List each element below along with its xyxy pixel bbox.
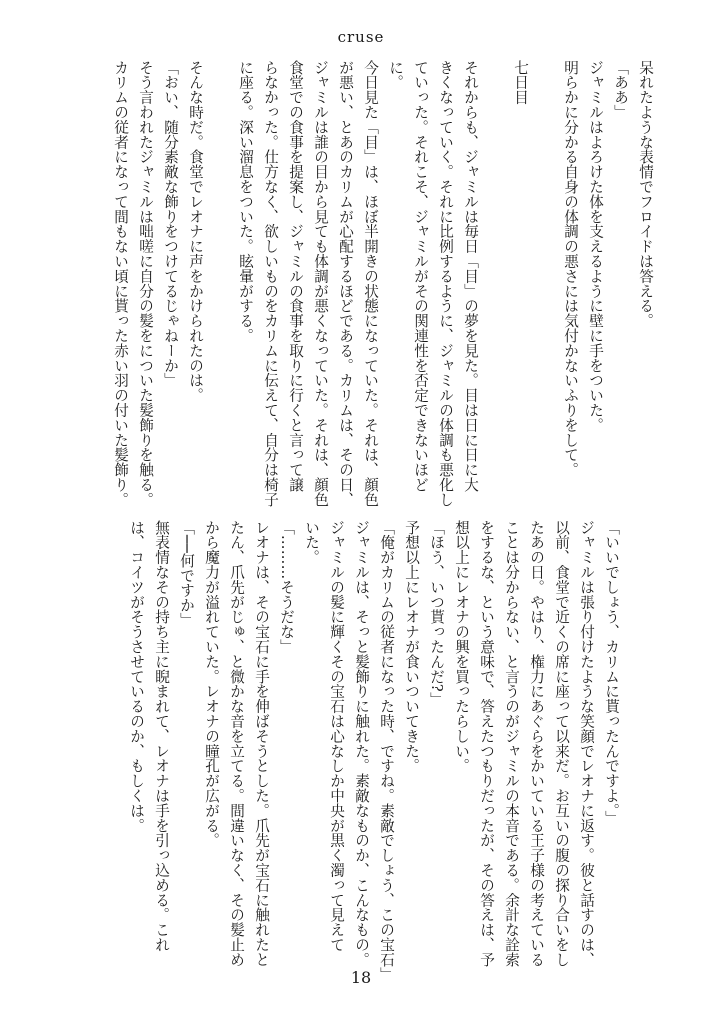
text-line: それからも、ジャミルは毎日「目」の夢を見た。目は日に日に大 xyxy=(462,60,479,493)
text-line: ジャミルは誰の目から見ても体調が悪くなっていた。それは、顔色 xyxy=(312,60,329,507)
upper-text-block xyxy=(108,60,658,507)
text-line: 無表情なその持ち主に睨まれて、レオナは手を引っ込める。これ xyxy=(153,520,170,953)
text-line: から魔力が溢れていた。レオナの瞳孔が広がる。 xyxy=(203,520,220,848)
text-line: 呆れたような表情でフロイドは答える。 xyxy=(637,60,654,329)
text-line: に座る。深い溜息をついた。眩暈がする。 xyxy=(237,60,254,344)
page-header-title: cruse xyxy=(337,28,385,46)
text-line: 想以上にレオナの興を買ったらしい。 xyxy=(453,520,470,774)
text-line: をするな、という意味で、答えたつもりだったが、その答えは、予 xyxy=(478,520,495,967)
text-line: ていった。それこそ、ジャミルがその関連性を否定できないほど xyxy=(412,60,429,493)
text-line: 「いいでしょう、カリムに貰ったんですよ。」 xyxy=(603,520,620,826)
text-line: は、コイツがそうさせているのか、もしくは。 xyxy=(128,520,145,833)
text-line: たん、爪先がじゅ、と微かな音を立てる。間違いなく、その髪止め xyxy=(228,520,245,967)
text-line xyxy=(208,60,233,500)
text-line: たあの日。やはり、権力にあぐらをかいている王子様の考えている xyxy=(528,520,545,967)
text-line: ジャミルは、そっと髪飾りに触れた。素敵なものか、こんなもの。 xyxy=(353,520,370,967)
text-line: そんな時だ。食堂でレオナに声をかけられたのは。 xyxy=(187,60,204,403)
text-line: レオナは、その宝石に手を伸ばそうとした。爪先が宝石に触れたと xyxy=(253,520,270,967)
page-number: 18 xyxy=(350,968,372,987)
text-line: 予想以上にレオナが食いついてきた。 xyxy=(403,520,420,774)
text-line: 「──何ですか」 xyxy=(178,520,195,628)
text-line: 「俺がカリムの従者になった時、ですね。素敵でしょう、この宝石」 xyxy=(378,520,395,982)
text-line: 明らかに分かる自身の体調の悪さには気付かないふりをして。 xyxy=(562,60,579,478)
text-line xyxy=(533,60,558,500)
text-line: ことは分からない、と言うのがジャミルの本音である。余計な詮索 xyxy=(503,520,520,967)
text-line: 食堂での食事を提案し、ジャミルの食事を取りに行くと言って譲 xyxy=(287,60,304,493)
text-line: カリムの従者になって間もない頃に貰った赤い羽の付いた髪飾り。 xyxy=(112,60,129,507)
text-line: 「ああ」 xyxy=(612,60,629,120)
text-line: 「おい、随分素敵な飾りをつけてるじゃねーか」 xyxy=(162,60,179,388)
text-line: が悪い、とあのカリムが心配するほどである。カリムは、その日、 xyxy=(337,60,354,507)
text-line xyxy=(483,60,508,500)
text-line: いた。 xyxy=(303,520,320,565)
text-line: そう言われたジャミルは咄嗟に自分の髪をについた髪飾りを触る。 xyxy=(137,60,154,507)
text-line: 以前、食堂で近くの席に座って以来だ。お互いの腹の探り合いをし xyxy=(553,520,570,967)
text-line: 「ほう、いつ貰ったんだ?」 xyxy=(428,520,445,707)
text-line: 「………そうだな」 xyxy=(278,520,295,655)
text-line: に。 xyxy=(387,60,404,90)
text-line: ジャミルの髪に輝くその宝石は心なしか中央が黒く濁って見えて xyxy=(328,520,345,953)
text-line: きくなっていく。それに比例するように、ジャミルの体調も悪化し xyxy=(437,60,454,507)
text-line: ジャミルは張り付けたような笑顔でレオナに返す。彼と話すのは、 xyxy=(578,520,595,967)
text-line: ジャミルはよろけた体を支えるように壁に手をついた。 xyxy=(587,60,604,433)
text-line: 七日目 xyxy=(512,60,529,105)
text-line: 今日見た「目」は、ほぼ半開きの状態になっていた。それは、顔色 xyxy=(362,60,379,507)
text-line: らなかった。仕方なく、欲しいものをカリムに伝えて、自分は椅子 xyxy=(262,60,279,507)
